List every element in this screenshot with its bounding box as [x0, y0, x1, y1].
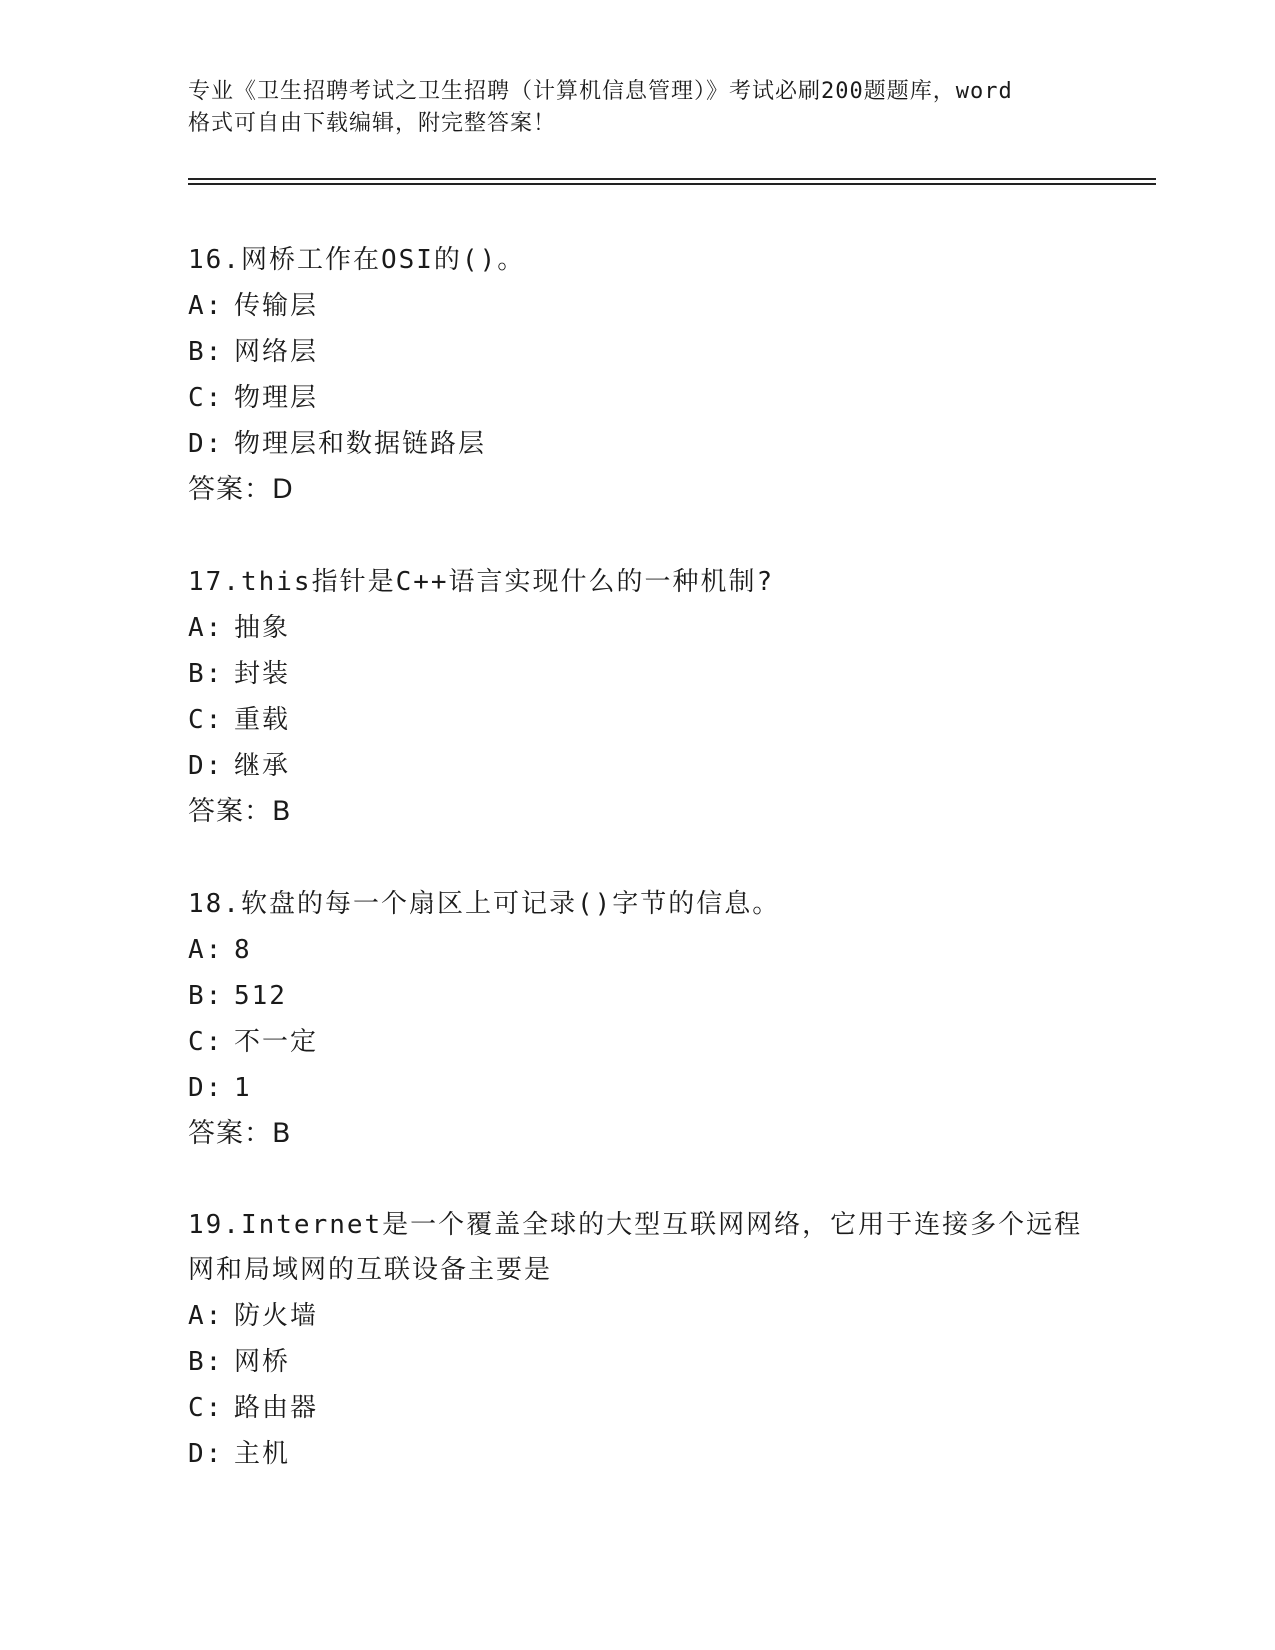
option-text: 1	[234, 1073, 252, 1103]
question-stem: 16.网桥工作在OSI的()。	[188, 245, 526, 275]
header-divider-top	[188, 178, 1156, 180]
question-17	[188, 559, 1088, 835]
option-text: 512	[234, 981, 287, 1011]
option-d	[188, 1431, 1088, 1477]
option-text: 不一定	[234, 1027, 319, 1057]
option-key: C:	[188, 1393, 224, 1423]
option-key: D:	[188, 1073, 224, 1103]
question-list	[188, 237, 1088, 1523]
option-a	[188, 1293, 1088, 1339]
option-c	[188, 1385, 1088, 1431]
header-line-1: 专业《卫生招聘考试之卫生招聘（计算机信息管理）》考试必刷200题题库，word	[188, 79, 1013, 104]
answer-line: 答案：D	[188, 474, 294, 505]
option-key: D:	[188, 751, 224, 781]
option-d	[188, 421, 1088, 467]
option-text: 主机	[234, 1439, 291, 1469]
header-divider-bottom	[188, 183, 1156, 185]
option-a	[188, 283, 1088, 329]
question-18	[188, 881, 1088, 1157]
question-stem-line-1: 19.Internet是一个覆盖全球的大型互联网网络，它用于连接多个远程	[188, 1210, 1083, 1240]
question-stem: 17.this指针是C++语言实现什么的一种机制?	[188, 567, 775, 597]
option-text: 物理层和数据链路层	[234, 429, 487, 459]
option-text: 网络层	[234, 337, 319, 367]
option-b	[188, 329, 1088, 375]
option-b	[188, 651, 1088, 697]
option-c	[188, 375, 1088, 421]
option-text: 重载	[234, 705, 291, 735]
option-d	[188, 1065, 1088, 1111]
option-d	[188, 743, 1088, 789]
option-key: B:	[188, 337, 224, 367]
option-key: C:	[188, 383, 224, 413]
option-text: 物理层	[234, 383, 319, 413]
question-stem: 18.软盘的每一个扇区上可记录()字节的信息。	[188, 889, 781, 919]
option-key: C:	[188, 1027, 224, 1057]
answer-line: 答案：B	[188, 796, 292, 827]
option-text: 网桥	[234, 1347, 291, 1377]
option-key: B:	[188, 659, 224, 689]
option-text: 防火墙	[234, 1301, 319, 1331]
option-key: A:	[188, 613, 224, 643]
option-text: 8	[234, 935, 252, 965]
option-key: B:	[188, 1347, 224, 1377]
option-b	[188, 1339, 1088, 1385]
question-19	[188, 1203, 1088, 1477]
answer-line: 答案：B	[188, 1118, 292, 1149]
option-key: B:	[188, 981, 224, 1011]
option-key: A:	[188, 291, 224, 321]
option-key: A:	[188, 935, 224, 965]
option-text: 路由器	[234, 1393, 319, 1423]
document-header	[188, 76, 1088, 140]
option-a	[188, 927, 1088, 973]
option-b	[188, 973, 1088, 1019]
question-stem-line-2: 网和局域网的互联设备主要是	[188, 1255, 553, 1285]
option-text: 封装	[234, 659, 291, 689]
option-a	[188, 605, 1088, 651]
header-line-2: 格式可自由下载编辑，附完整答案！	[188, 111, 557, 136]
option-text: 继承	[234, 751, 291, 781]
question-16	[188, 237, 1088, 513]
option-c	[188, 697, 1088, 743]
option-c	[188, 1019, 1088, 1065]
option-text: 传输层	[234, 291, 319, 321]
option-key: D:	[188, 429, 224, 459]
option-text: 抽象	[234, 613, 291, 643]
question-stem	[188, 1203, 1088, 1293]
option-key: C:	[188, 705, 224, 735]
option-key: A:	[188, 1301, 224, 1331]
option-key: D:	[188, 1439, 224, 1469]
